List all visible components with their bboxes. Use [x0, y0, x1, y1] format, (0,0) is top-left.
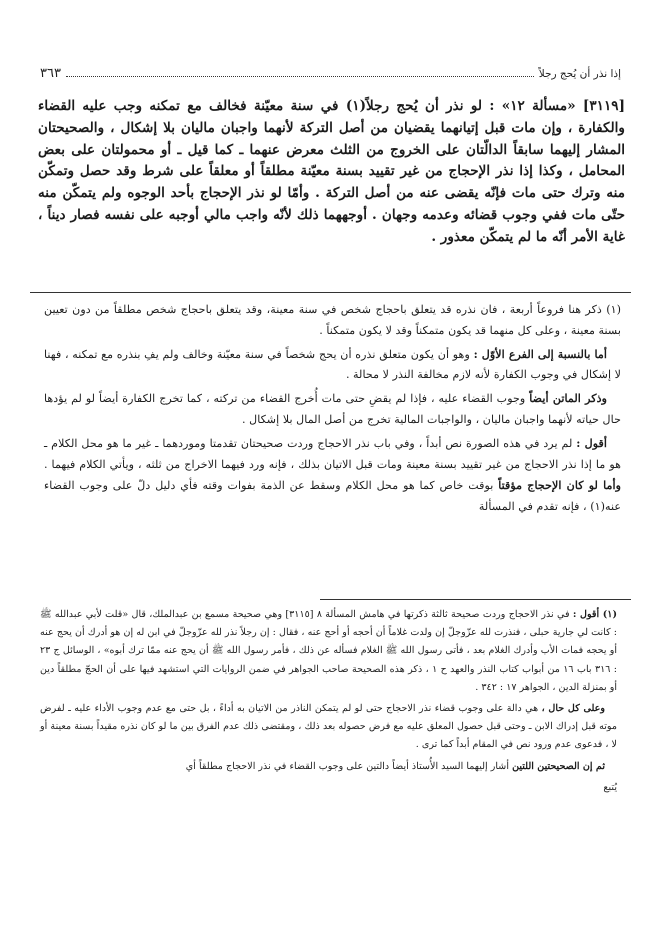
- sub-footnote-heading: ثم إن الصحيحتين اللتين: [512, 760, 605, 772]
- footnote-separator: [30, 292, 631, 293]
- page-number: ٣٦٣: [40, 66, 61, 81]
- sub-footnote-heading: (١) أقول :: [572, 609, 617, 620]
- footnote-commentary: [44, 300, 621, 520]
- header-dot-leader: [66, 66, 534, 77]
- footnote-text: وهو أن يكون متعلق نذره أن يحج شخصاً في سنة معيّنة وخالف ولم يفِ بنذره مع تمكنه ، فهنا لا إشكال في وجوب الكفارة لأنه لازم مخالفة النذر لا محالة .: [44, 347, 621, 382]
- footnote-text: لم يرد في هذه الصورة نص أبداً ، وفي باب نذر الاحجاج وردت صحيحتان تقدمتا وموردهما ـ غير ما هو محل الكلام ـ هو ما إذا نذر الاحجاج من غير تقييد بسنة معينة ومات قبل الاتيان بذلك ، فإنه ورد فيهما الاخراج من ثلثه ، ويأتي الكلام فيهما .: [44, 436, 621, 471]
- sub-footnote-paragraph: [40, 758, 617, 776]
- footnote-paragraph: [44, 344, 621, 387]
- header-title: إذا نذر أن يُحج رجلاً: [538, 68, 621, 80]
- footnote-paragraph: [44, 388, 621, 431]
- footnote-heading: وذكر الماتن أيضاً: [529, 391, 608, 406]
- footnote-text: بوقت خاص كما هو محل الكلام وسقط عن الذمة بفوات وقته فأي دليل دلّ على وجوب القضاء عنه(١) ، فإنه تقدم في المسألة: [44, 479, 621, 514]
- sub-footnote-heading: وعلى كل حال ،: [541, 703, 605, 715]
- continuation-mark: يُتبع: [603, 781, 617, 793]
- sub-footnote-paragraph: [40, 606, 617, 697]
- footnote-heading: وأما لو كان الإحجاج مؤقتاً: [498, 478, 621, 493]
- sub-footnote-text: أشار إليهما السيد الأُستاذ أيضاً دالتين على وجوب القضاء في نذر الاحجاج مطلقاً أي: [185, 760, 509, 772]
- issue-number: [٣١١٩] «مسألة ١٢» :: [489, 98, 625, 114]
- footnote-heading: أقول :: [576, 435, 608, 450]
- footnote-text: وجوب القضاء عليه ، فإذا لم يقضِ حتى مات أُخرج القضاء من تركته ، كما تخرج الكفارة أيضاً لو لم يؤدها حال حياته لأنهما واجبان ماليان ، والواجبات المالية تخرج من أصل المال بلا إشكال .: [44, 392, 621, 426]
- footnote-heading: أما بالنسبة إلى الفرع الأوّل :: [473, 346, 607, 361]
- sub-footnote-text: في نذر الاحجاج وردت صحيحة ثالثة ذكرتها في هامش المسألة ٨ [٣١١٥] وهي صحيحة مسمع بن عبدالملك، قال «قلت لأبي عبدالله ﷺ : كانت لي جارية حبلى ، فنذرت لله عزّوجلّ إن ولدت غلاماً أن أحجه أو أحج عنه ، فقال : إن رجلاً نذر لله عزّوجلّ في ابن له إن هو أدرك أن يحج عنه أو يحجه فمات الأب وأدرك الغلام بعد ، فأتى رسول الله ﷺ الغلام فسأله عن ذلك ، فأمر رسول الله ﷺ أن يحج عنه ممّا ترك أبوه» ، الوسائل ج ٢٣ : ٣١٦ باب ١٦ من أبواب كتاب النذر والعهد ح ١ ، ذكر هذه الصحيحة صاحب الجواهر في ضمن الروايات التي استشهد فيها على أن الحجّ مطلقاً دين أو بمنزلة الدين ، الجواهر ١٧ : ٣٤٢ .: [40, 609, 617, 693]
- issue-body: لو نذر أن يُحج رجلاً(١) في سنة معيّنة فخالف مع تمكنه وجب عليه القضاء والكفارة ، وإن مات قبل إتيانهما يقضيان من أصل التركة لأنهما واجبان ماليان بلا إشكال ، والصحيحتان المشار إليهما سابقاً الدالّتان على الخروج من الثلث معرض عنهما ـ كما قيل ـ أو محمولتان على بعض المحامل ، وكذا إذا نذر الإحجاج من غير تقييد بسنة معيّنة مطلقاً أو معلقاً على شرط وقد حصل وتمكّن منه وترك حتى مات فإنّه يقضى عنه من أصل التركة . وأمّا لو نذر الإحجاج بأحد الوجوه ولم يتمكّن منه حتّى مات ففي وجوب قضائه وعدمه وجهان . أوجههما ذلك لأنّه واجب مالي أوجبه على نفسه فصار ديناً ، غاية الأمر أنّه ما لم يتمكّن معذور .: [38, 98, 625, 245]
- footnote-paragraph: (١) ذكر هنا فروعاً أربعة ، فان نذره قد يتعلق باحجاج شخص في سنة معينة، وقد يتعلق باحجاج شخص مطلقاً من دون تعيين بسنة معينة ، وعلى كل منهما قد يكون متمكناً وقد لا يكون متمكناً .: [44, 303, 621, 337]
- issue-paragraph: [38, 96, 625, 249]
- sub-footnote: [40, 606, 617, 800]
- running-header: [40, 66, 621, 90]
- sub-footnote-paragraph: [40, 700, 617, 755]
- main-text: [38, 96, 625, 249]
- footnote-separator-short: [320, 599, 631, 600]
- sub-footnote-text: هي دالة على وجوب قضاء نذر الاحجاج حتى لو لم يتمكن الناذر من الاتيان به أداءً ، بل حتى مع عدم وجوب الأداء عليه ـ لفرض موته قبل إدراك الابن ـ وحتى قبل حصول المعلق عليه مع فرض حصوله بعد ذلك ، ومقتضى ذلك عدم الفرق بين ما لو كان نذره مقيداً بسنة معينة أو لا ، فدعوى عدم ورود نص في المقام أبداً كما ترى .: [40, 703, 617, 751]
- footnote-paragraph: [44, 433, 621, 518]
